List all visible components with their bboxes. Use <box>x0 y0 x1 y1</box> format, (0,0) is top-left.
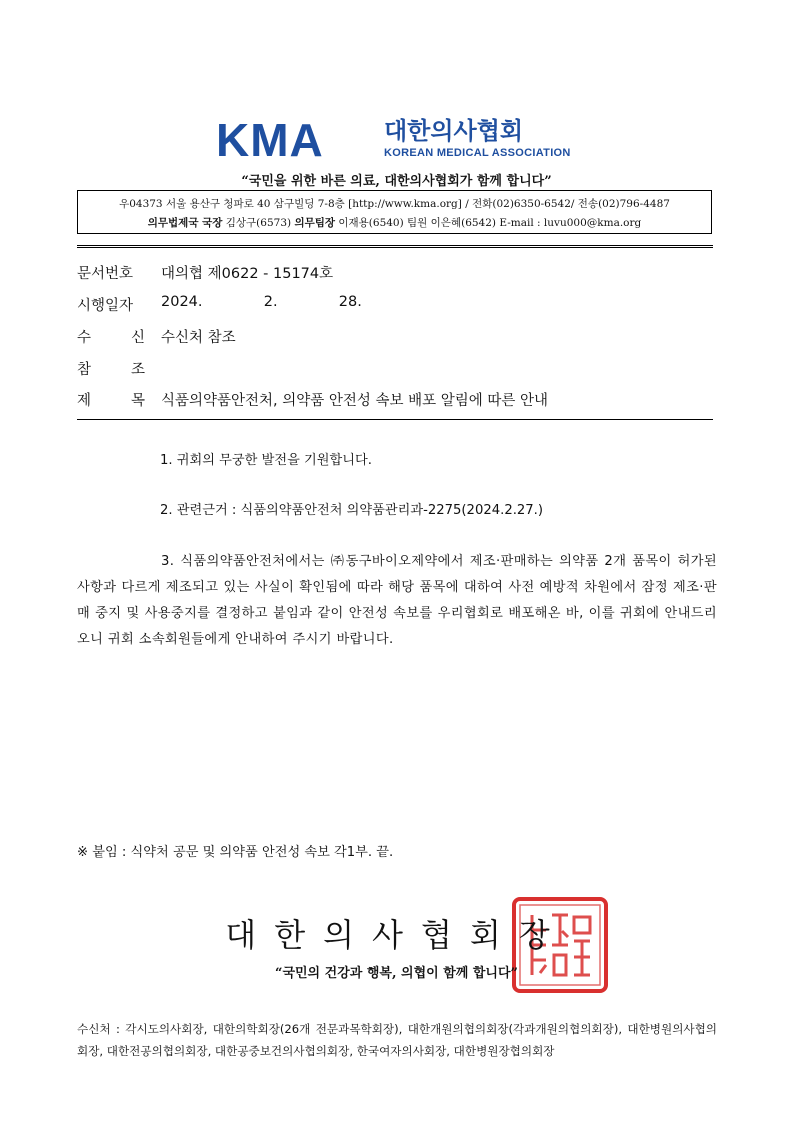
logo-text: KMA <box>216 114 324 166</box>
paragraph-3: 3. 식품의약품안전처에서는 ㈜동구바이오제약에서 제조·판매하는 의약품 2개 품목이 허가된 사항과 다르게 제조되고 있는 사실이 확인됨에 따라 해당 품목에 대하여 사전 예방적 차원에서 잠정 제조·판매 중지 및 사용중지를 결정하고 붙임과 같이 안전성 속보를 우리협회로 배포해온 바, 이를 귀회에 안내드리오니 귀회 소속회원들에게 안내하여 주시기 바랍니다. <box>77 554 717 647</box>
subject-label-b: 목 <box>130 393 145 409</box>
contact-team-label: 의무팀장 <box>294 217 336 229</box>
header-motto: “국민을 위한 바른 의료, 대한의사협회가 함께 합니다” <box>241 174 552 189</box>
address-box <box>77 190 712 234</box>
date-value <box>161 294 362 310</box>
kma-logo <box>216 114 576 166</box>
reference-label <box>77 358 145 379</box>
subject-label <box>77 389 145 410</box>
date-label: 시행일자 <box>77 298 134 314</box>
address-line: 우04373 서울 용산구 청파로 40 삼구빌딩 7-8층 [http://www.kma.org] / 전화(02)6350-6542/ 전송(02)796-4487 <box>119 198 670 210</box>
recipient-label <box>77 326 145 347</box>
signer-title: 대한의사협회장 <box>225 916 568 954</box>
footer-motto: “국민의 건강과 행복, 의협이 함께 합니다” <box>274 966 519 981</box>
subject-value: 식품의약품안전처, 의약품 안전성 속보 배포 알림에 따른 안내 <box>161 393 549 409</box>
org-name-en: KOREAN MEDICAL ASSOCIATION <box>384 147 571 159</box>
contact-team-value: 이재용(6540) 팀원 이은혜(6542) E-mail : luvu000@kma.org <box>338 217 642 229</box>
recipient-value: 수신처 참조 <box>161 330 236 346</box>
doc-number: 대의협 제0622 - 15174호 <box>161 266 334 282</box>
date-year: 2024. <box>161 294 203 310</box>
date-day: 28. <box>338 294 362 310</box>
paragraph-1: 1. 귀회의 무궁한 발전을 기원합니다. <box>160 453 372 468</box>
contact-dept-value: 김상구(6573) <box>225 217 292 229</box>
doc-number-label: 문서번호 <box>77 266 134 282</box>
attachment-note: ※ 붙임 : 식약처 공문 및 의약품 안전성 속보 각1부. 끝. <box>77 845 394 860</box>
contact-line <box>78 215 711 230</box>
recipients-list: 수신처 : 각시도의사회장, 대한의학회장(26개 전문과목학회장), 대한개원의협의회장(각과개원의협의회장), 대한병원의사협의회장, 대한전공의협의회장, 대한공중보건의사협의회장, 한국여자의사회장, 대한병원장협의회장 <box>77 1022 717 1058</box>
meta-divider <box>77 419 713 420</box>
header-divider <box>77 245 713 248</box>
recipient-label-a: 수 <box>77 330 92 346</box>
reference-label-a: 참 <box>77 362 92 378</box>
subject-label-a: 제 <box>77 393 92 409</box>
date-month: 2. <box>263 294 278 310</box>
org-name-kr: 대한의사협회 <box>384 117 524 145</box>
reference-label-b: 조 <box>130 362 145 378</box>
paragraph-2: 2. 관련근거 : 식품의약품안전처 의약품관리과-2275(2024.2.27.) <box>160 503 544 518</box>
recipient-label-b: 신 <box>130 330 145 346</box>
contact-dept-label: 의무법제국 국장 <box>147 217 223 229</box>
